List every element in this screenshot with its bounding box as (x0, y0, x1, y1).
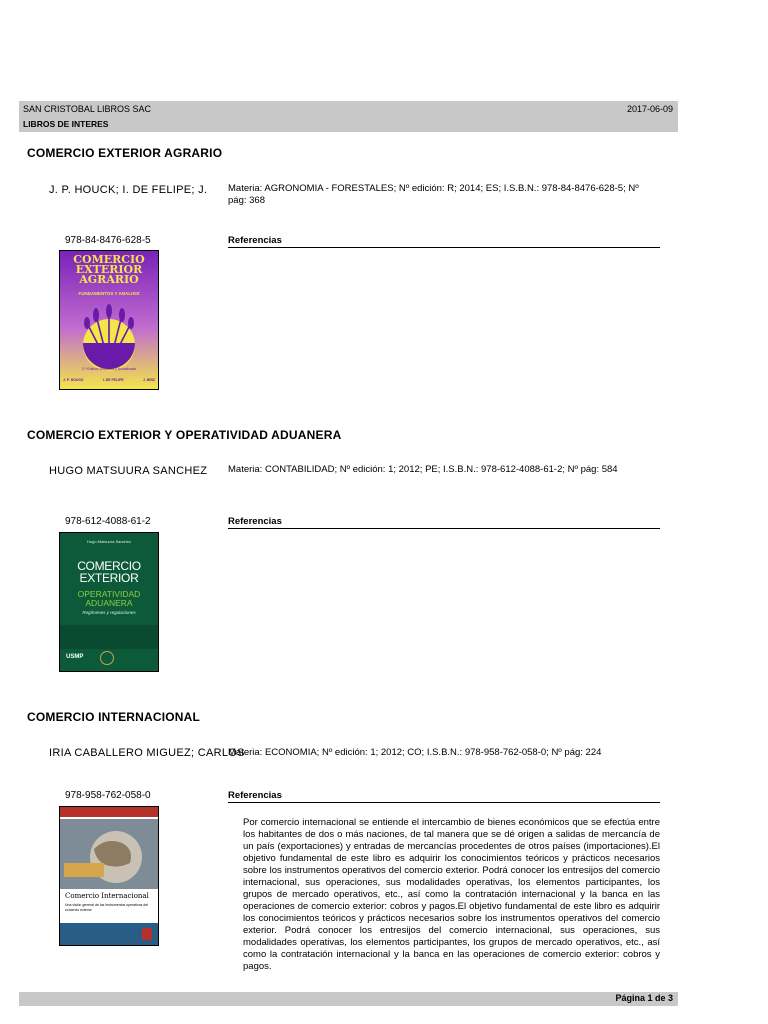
cover-title-line3: OPERATIVIDAD (77, 589, 141, 599)
cover-band (60, 625, 158, 649)
book-author: J. P. HOUCK; I. DE FELIPE; J. (49, 184, 208, 196)
book-meta: Materia: AGRONOMIA - FORESTALES; Nº edición: R; 2014; ES; I.S.B.N.: 978-84-8476-628-5; Nº pág: 368 (228, 183, 639, 206)
book-title: COMERCIO INTERNACIONAL (27, 710, 201, 724)
book-description: Por comercio internacional se entiende el intercambio de bienes económicos que se efectúa entre los habitantes de dos o más naciones, de tal manera que se dé origen a salidas de mercancía de un país (exportaciones) y entradas de mercancías procedentes de otros países (importaciones).El objetivo fundamental de este libro es adquirir los conocimientos teóricos y prácticos necesarios sobre los instrumentos operativos del comercio exterior. Podrá conocer los entresijos del comercio internacional, sus operaciones, sus modalidades operativas, los elementos participantes, los grupos de mercado operativos, etc., así como la contratación internacional y la banca en las operaciones de comercio exterior: cobros y pagos.El objetivo fundamental de este libro es adquirir los conocimientos teóricos y prácticos necesarios sobre los instrumentos operativos del comercio exterior. Podrá conocer los entresijos del comercio internacional, sus operaciones, sus modalidades operativas, los elementos participantes, los grupos de mercado operativos, etc., así como la contratación internacional y la banca en las operaciones de comercio exterior: cobros y pagos. (243, 817, 660, 972)
company-name: SAN CRISTOBAL LIBROS SAC (23, 104, 152, 114)
cover-author: J. P. HOUCK (63, 378, 84, 382)
cover-top-band (60, 807, 158, 817)
book-cover (59, 532, 159, 672)
cover-subtitle: Regímenes y regulaciones (82, 610, 136, 615)
cover-title: Comercio Internacional (65, 892, 149, 900)
book-isbn: 978-84-8476-628-5 (65, 235, 151, 246)
book-meta: Materia: ECONOMIA; Nº edición: 1; 2012; CO; I.S.B.N.: 978-958-762-058-0; Nº pág: 224 (228, 747, 602, 758)
cover-authors (63, 378, 155, 382)
cover-title-line4: ADUANERA (85, 598, 133, 608)
cover-author: J. BRIZ (142, 378, 155, 382)
report-footer (19, 992, 678, 1006)
cover-publisher-logo (142, 928, 152, 940)
cover-emblem (100, 651, 114, 665)
report-header (19, 101, 678, 132)
cover-title-line1: COMERCIO (73, 253, 145, 266)
cover-author-name: Hugo Matsuura Sanchez (86, 539, 132, 544)
cover-title-line2: EXTERIOR (79, 571, 139, 585)
cover-title-line1: COMERCIO (77, 559, 141, 573)
cover-edition: 2.ª Edición Ampliada y Actualizada (82, 367, 136, 371)
cover-title-line3: AGRARIO (79, 273, 139, 286)
book-author: IRIA CABALLERO MIGUEZ; CARLOS (49, 747, 245, 759)
cover-subtitle: Una visión general de los instrumentos operativos del comercio exterior (65, 903, 149, 912)
references-heading: Referencias (228, 790, 660, 803)
book-title: COMERCIO EXTERIOR AGRARIO (27, 146, 223, 160)
cover-title-line2: EXTERIOR (75, 263, 143, 276)
references-heading: Referencias (228, 235, 660, 248)
cover-publisher: USMP (66, 654, 84, 660)
page-number: Página 1 de 3 (615, 993, 673, 1003)
book-isbn: 978-958-762-058-0 (65, 790, 151, 801)
book-title: COMERCIO EXTERIOR Y OPERATIVIDAD ADUANERA (27, 428, 342, 442)
book-author: HUGO MATSUURA SANCHEZ (49, 465, 208, 477)
book-meta: Materia: CONTABILIDAD; Nº edición: 1; 2012; PE; I.S.B.N.: 978-612-4088-61-2; Nº pág: 584 (228, 464, 618, 475)
references-heading: Referencias (228, 516, 660, 529)
book-cover (59, 250, 159, 390)
cover-author: I. DE FELIPE (102, 378, 124, 382)
cover-globe-art (60, 819, 158, 889)
report-date: 2017-06-09 (626, 104, 673, 114)
book-cover (59, 806, 159, 946)
book-isbn: 978-612-4088-61-2 (65, 516, 151, 527)
report-subtitle: LIBROS DE INTERES (23, 119, 109, 129)
cover-subtitle: FUNDAMENTOS Y ANALISIS (78, 291, 140, 296)
